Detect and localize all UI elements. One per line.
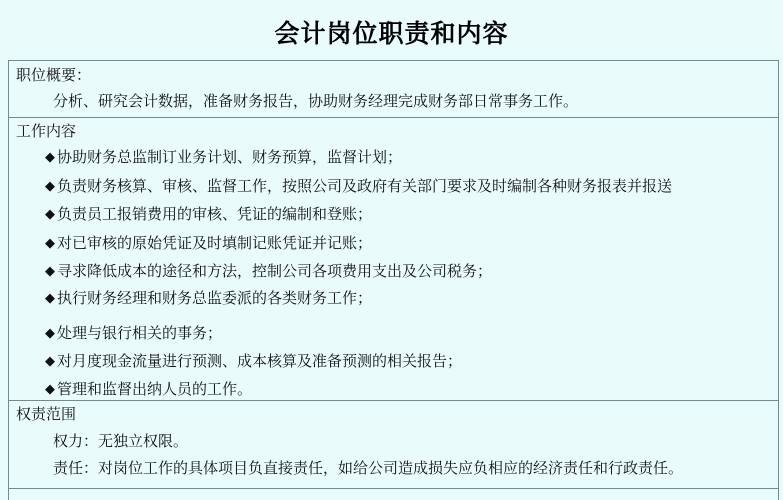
duties-section [9, 118, 778, 401]
diamond-bullet-icon: ◆ [45, 150, 55, 165]
diamond-bullet-icon: ◆ [45, 291, 55, 306]
duty-item: ◆ 对已审核的原始凭证及时填制记账凭证并记账； [45, 234, 373, 252]
authority-section [9, 401, 778, 489]
diamond-bullet-icon: ◆ [45, 354, 55, 369]
page-title: 会计岗位职责和内容 [274, 19, 509, 48]
duty-item: ◆ 执行财务经理和财务总监委派的各类财务工作； [45, 289, 373, 307]
duty-item: ◆ 处理与银行相关的事务； [45, 324, 223, 342]
diamond-bullet-icon: ◆ [45, 207, 55, 222]
authority-power: 权力：无独立权限。 [53, 432, 189, 450]
job-description-table [8, 60, 779, 500]
duty-item: ◆ 负责员工报销费用的审核、凭证的编制和登账； [45, 205, 373, 223]
authority-heading: 权责范围 [16, 405, 77, 423]
duty-item: ◆ 寻求降低成本的途径和方法，控制公司各项费用支出及公司税务； [45, 262, 493, 280]
duty-item: ◆ 对月度现金流量进行预测、成本核算及准备预测的相关报告； [45, 352, 463, 370]
overview-heading: 职位概要： [16, 66, 92, 84]
authority-responsibility: 责任：对岗位工作的具体项目负直接责任，如给公司造成损失应负相应的经济责任和行政责任。 [53, 459, 684, 477]
overview-text: 分析、研究会计数据，准备财务报告，协助财务经理完成财务部日常事务工作。 [53, 92, 579, 110]
duties-heading: 工作内容 [16, 122, 77, 140]
diamond-bullet-icon: ◆ [45, 236, 55, 251]
duty-item: ◆ 协助财务总监制订业务计划、财务预算，监督计划； [45, 148, 403, 166]
duty-item: ◆ 负责财务核算、审核、监督工作，按照公司及政府有关部门要求及时编制各种财务报表并报送 [45, 177, 673, 195]
diamond-bullet-icon: ◆ [45, 382, 55, 397]
diamond-bullet-icon: ◆ [45, 264, 55, 279]
diamond-bullet-icon: ◆ [45, 179, 55, 194]
overview-section [9, 61, 778, 118]
duty-item: ◆ 管理和监督出纳人员的工作。 [45, 380, 253, 398]
diamond-bullet-icon: ◆ [45, 326, 55, 341]
